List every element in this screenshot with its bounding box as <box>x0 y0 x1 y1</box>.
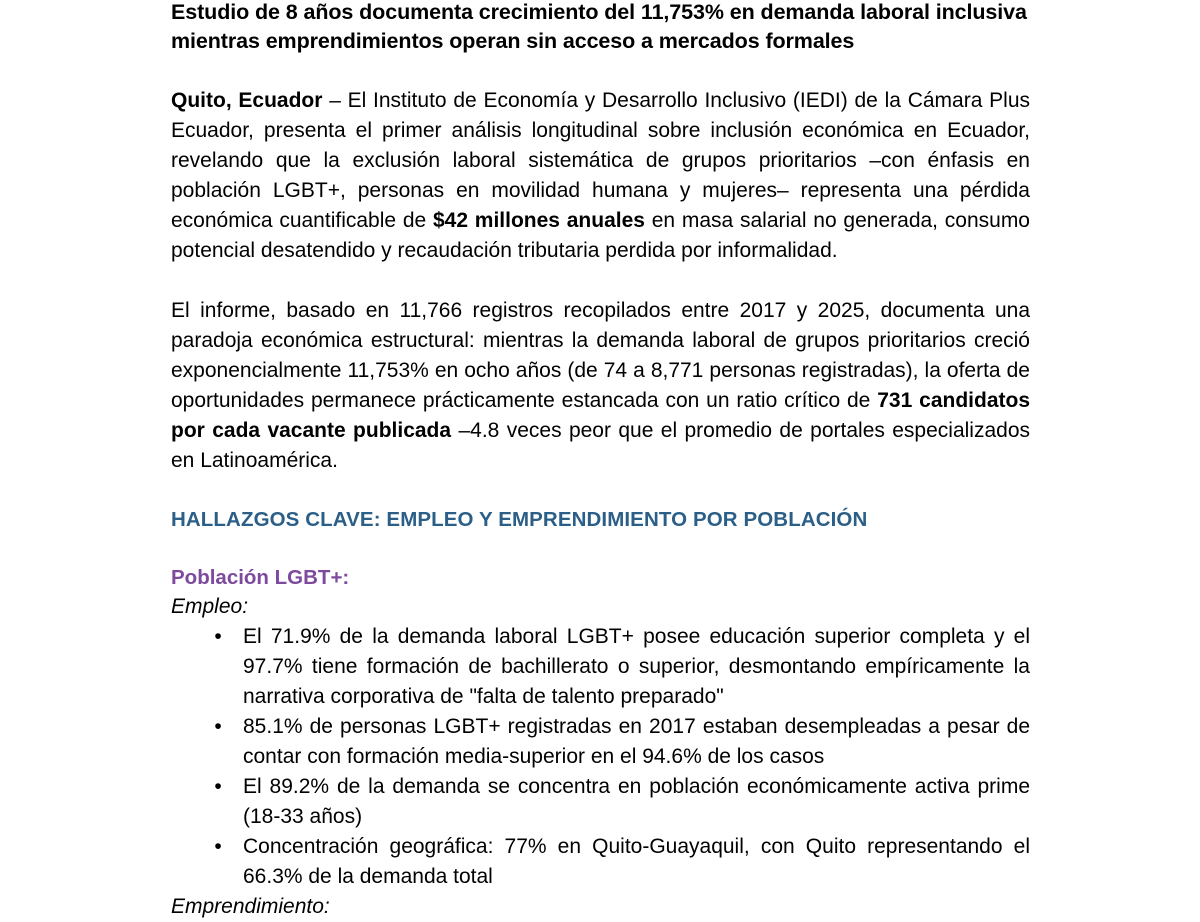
section-heading-hallazgos-clave: HALLAZGOS CLAVE: EMPLEO Y EMPRENDIMIENTO POR POBLACIÓN <box>171 508 868 531</box>
dateline: Quito, Ecuador <box>171 89 323 112</box>
subsection-heading-poblacion-lgbt: Población LGBT+: <box>171 566 350 589</box>
employment-bullet-list <box>171 622 1030 892</box>
list-item-text: Concentración geográfica: 77% en Quito-Guayaquil, con Quito representando el 66.3% de la demanda total <box>243 835 1030 888</box>
lead-paragraph-text: – El Instituto de Economía y Desarrollo Inclusivo (IEDI) de la Cámara Plus Ecuador, presenta el primer análisis longitudinal sobre inclusión económica en Ecuador, revelando que la exclusión laboral sistemática de grupos prioritarios –con énfasis en población LGBT+, personas en movilidad humana y mujeres– representa una pérdida económica cuantificable de <box>171 89 1031 232</box>
spacer <box>171 476 1030 506</box>
page-title: Estudio de 8 años documenta crecimiento del 11,753% en demanda laboral inclusiva mientras emprendimientos operan sin acceso a mercados formales <box>171 0 1027 53</box>
lead-paragraph-emphasis: $42 millones anuales <box>432 209 645 232</box>
findings-paragraph-text: El informe, basado en 11,766 registros recopilados entre 2017 y 2025, documenta una paradoja económica estructural: mientras la demanda laboral de grupos prioritarios creció exponencialmente 11,753% en ocho años (de 74 a 8,771 personas registradas), la oferta de oportunidades permanece prácticamente estancada con un ratio crítico de <box>171 299 1030 412</box>
list-item-text: El 71.9% de la demanda laboral LGBT+ posee educación superior completa y el 97.7% tiene formación de bachillerato o superior, desmontando empíricamente la narrativa corporativa de "falta de talento preparado" <box>243 625 1030 708</box>
list-item <box>171 712 1030 772</box>
findings-paragraph <box>171 296 1030 476</box>
bullet-icon: • <box>214 715 222 738</box>
document-content-column <box>171 0 1030 922</box>
lead-paragraph <box>171 86 1030 266</box>
label-emprendimiento: Emprendimiento: <box>171 895 330 918</box>
list-item <box>171 772 1030 832</box>
lead-paragraph-tail: en masa salarial no generada, consumo potencial desatendido y recaudación tributaria perdida por informalidad. <box>171 209 1030 262</box>
findings-paragraph-tail: –4.8 veces peor que el promedio de portales especializados en Latinoamérica. <box>171 419 1030 472</box>
bullet-icon: • <box>214 625 222 648</box>
spacer <box>171 56 1030 86</box>
list-item <box>171 622 1030 712</box>
findings-paragraph-emphasis: 731 candidatos por cada vacante publicada <box>171 389 1030 442</box>
bullet-icon: • <box>214 835 222 858</box>
list-item-text: 85.1% de personas LGBT+ registradas en 2017 estaban desempleadas a pesar de contar con formación media-superior en el 94.6% de los casos <box>243 715 1030 768</box>
spacer <box>171 266 1030 296</box>
spacer <box>171 534 1030 563</box>
list-item <box>171 832 1030 892</box>
list-item-text: El 89.2% de la demanda se concentra en población económicamente activa prime (18-33 años) <box>243 775 1030 828</box>
bullet-icon: • <box>214 775 222 798</box>
label-empleo: Empleo: <box>171 595 249 618</box>
